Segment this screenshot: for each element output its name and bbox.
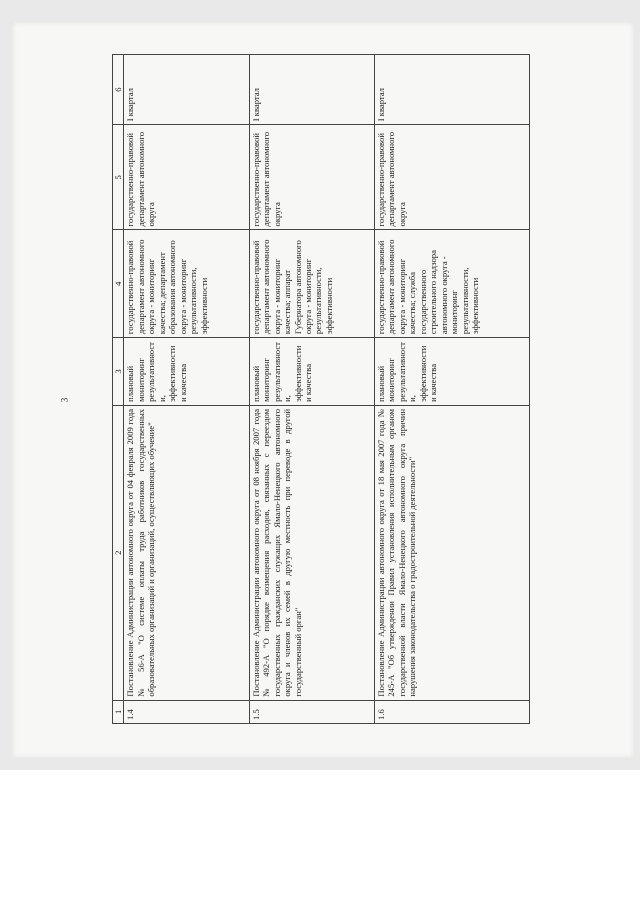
column-header: 2 — [113, 405, 124, 700]
column-header: 3 — [113, 338, 124, 406]
legal-act-cell: Постановление Администрации автономного округа от 08 ноября 2007 года № 492-А "О порядке возмещения расходов, связанных с переездом государственных гражданских служащих Ямало-Ненецкого автономного округа и членов их семей в другую местность при переводе в другой государственный орган" — [249, 405, 374, 700]
table-row — [249, 55, 374, 724]
table-header-row — [113, 55, 124, 724]
monitoring-type-cell: плановый мониторинг результативности, эффективности и качества — [249, 338, 374, 406]
executors-cell: государственно-правовой департамент автономного округа - мониторинг качества; аппарат Губернатора автономного округа - мониторинг результативности, эффективности — [249, 230, 374, 338]
period-cell: I квартал — [249, 55, 374, 125]
executors-cell: государственно-правовой департамент автономного округа - мониторинг качества; департамент образования автономного округа - мониторинг результативности, эффективности — [124, 230, 249, 338]
monitoring-type-cell: плановый мониторинг результативности, эффективности и качества — [374, 338, 529, 406]
row-number: 1.5 — [249, 700, 374, 723]
legal-act-cell: Постановление Администрации автономного округа от 18 мая 2007 года № 245-А "Об утверждении Правил установления исполнительным органом государственной власти Ямало-Ненецкого автономного округа причин нарушения законодательства о градостроительной деятельности" — [374, 405, 529, 700]
table-row — [374, 55, 529, 724]
column-header: 5 — [113, 125, 124, 230]
table-row — [124, 55, 249, 724]
period-cell: I квартал — [124, 55, 249, 125]
column-header: 6 — [113, 55, 124, 125]
column-header: 1 — [113, 700, 124, 723]
page-number: 3 — [59, 397, 70, 403]
responsible-cell: государственно-правовой департамент автономного округа — [374, 125, 529, 230]
rotated-table-wrapper — [112, 54, 530, 724]
column-header: 4 — [113, 230, 124, 338]
monitoring-type-cell: плановый мониторинг результативности, эффективности и качества — [124, 338, 249, 406]
responsible-cell: государственно-правовой департамент автономного округа — [249, 125, 374, 230]
legal-act-cell: Постановление Администрации автономного округа от 04 февраля 2009 года № 56-А "О системе оплаты труда работников государственных образовательных организаций и организаций, осуществляющих обучение" — [124, 405, 249, 700]
executors-cell: государственно-правовой департамент автономного округа - мониторинг качества; служба государственного строительного надзора автономного округа - мониторинг результативности, эффективности — [374, 230, 529, 338]
row-number: 1.4 — [124, 700, 249, 723]
monitoring-plan-table — [112, 54, 530, 724]
row-number: 1.6 — [374, 700, 529, 723]
period-cell: I квартал — [374, 55, 529, 125]
responsible-cell: государственно-правовой департамент автономного округа — [124, 125, 249, 230]
